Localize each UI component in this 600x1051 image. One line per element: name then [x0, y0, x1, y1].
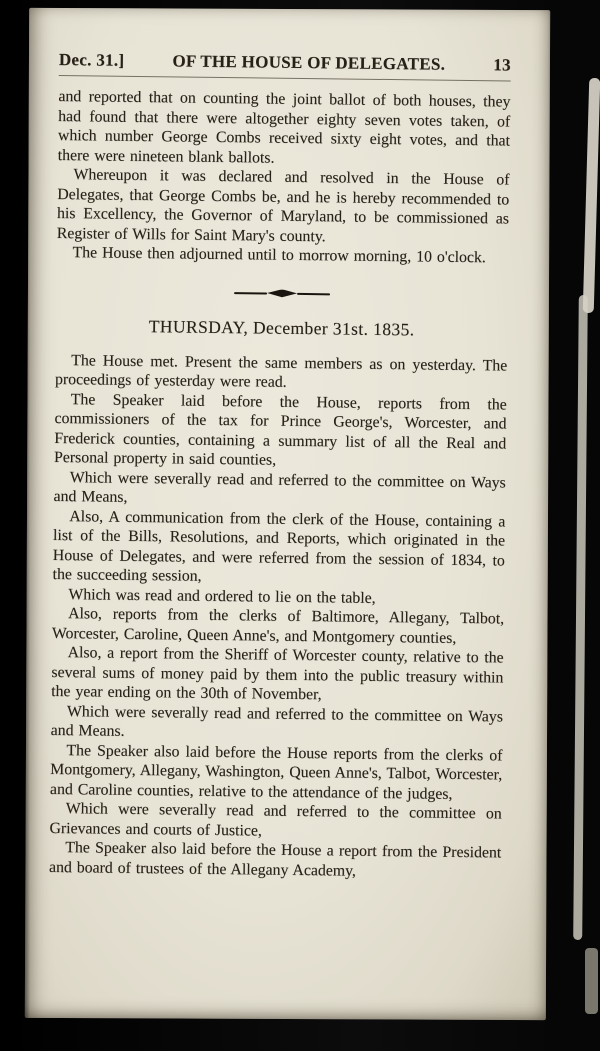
- paragraph: Which were severally read and referred to the committee on Grievances and courts of Justice,: [49, 800, 502, 840]
- paragraph: Whereupon it was declared and resolved in the House of Delegates, that George Combs be, and he is hereby recommended to his Excellency, the Governor of Maryland, to be commissioned as Register of Wills for Saint Mary's county.: [56, 166, 510, 245]
- header-date-marker: Dec. 31.]: [58, 49, 125, 70]
- session-heading: THURSDAY, December 31st. 1835.: [148, 315, 415, 339]
- session-paragraph-list: [49, 350, 507, 882]
- header-title: OF THE HOUSE OF DELEGATES.: [172, 51, 446, 74]
- section-divider-ornament-icon: [234, 289, 330, 298]
- header-rule: [59, 75, 511, 82]
- paragraph: Which were severally read and referred to the committee on Ways and Means.: [50, 702, 504, 740]
- paragraph: The Speaker also laid before the House reports from the clerks of Montgomery, Allegany, Washington, Queen Anne's, Talbot, Worcester, and Caroline counties, relative to the attendance of the judges,: [49, 741, 503, 803]
- divider-line-left: [234, 292, 267, 294]
- paragraph: The House then adjourned until to morrow morning, 10 o'clock.: [72, 244, 486, 267]
- paragraph: Which was read and ordered to lie on the table,: [68, 585, 376, 607]
- paragraph: Also, a report from the Sheriff of Worcester county, relative to the several sums of money paid by them into the public treasury within the year ending on the 30th of November,: [51, 644, 504, 704]
- paper-sheet: [25, 8, 550, 1020]
- paragraph: Also, A communication from the clerk of the House, containing a list of the Bills, Resolutions, and Reports, which originated in the House of Delegates, and were referred from the session of 1834, to the succeeding session,: [52, 507, 506, 585]
- paragraph: The Speaker laid before the House, reports from the commissioners of the tax for Prince George's, Worcester, and Frederick counties, containing a summary list of all the Real and Personal property in said counties,: [53, 390, 507, 469]
- paragraph: The House met. Present the same members as on yesterday. The proceedings of yesterday were read.: [54, 351, 508, 391]
- page-header: [59, 50, 511, 76]
- carryover-paragraph-list: [56, 87, 510, 268]
- page-number: 13: [493, 55, 511, 75]
- divider-line-right: [297, 292, 330, 294]
- page-content: [49, 50, 511, 882]
- divider-diamond-icon: [267, 289, 297, 297]
- paragraph: Also, reports from the clerks of Baltimore, Allegany, Talbot, Worcester, Caroline, Queen Anne's, and Montgomery counties,: [51, 605, 505, 647]
- paragraph: The Speaker also laid before the House a report from the President and board of trustees of the Allegany Academy,: [48, 839, 502, 880]
- paragraph: Which were severally read and referred to the committee on Ways and Means,: [53, 468, 506, 506]
- paragraph: and reported that on counting the joint ballot of both houses, they had found that there were altogether eighty seven votes taken, of which number George Combs received sixty eight votes, and that there were nineteen blank ballots.: [57, 87, 511, 167]
- binding-gutter-shadow: [0, 0, 30, 1051]
- scan-edge-streak: [585, 948, 598, 1014]
